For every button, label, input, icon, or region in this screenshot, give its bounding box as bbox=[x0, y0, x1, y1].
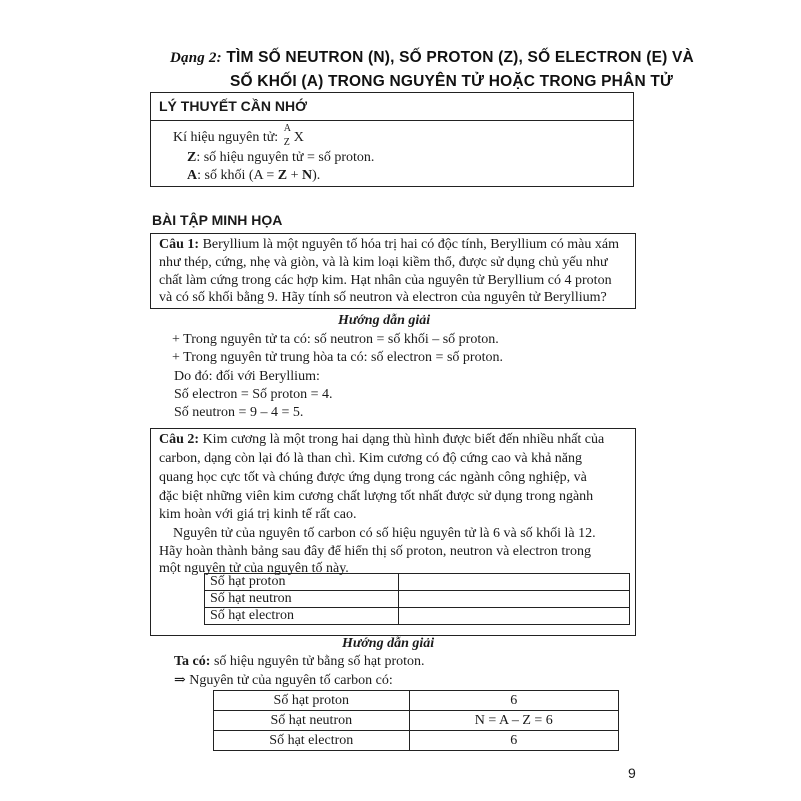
atomic-symbol: A Z bbox=[283, 123, 291, 148]
guide-2-line: Ta có: số hiệu nguyên tử bằng số hạt proton. bbox=[174, 654, 425, 669]
table-row: Số hạt proton 6 bbox=[214, 691, 619, 711]
page-number: 9 bbox=[628, 765, 636, 781]
guide-1-line: Số electron = Số proton = 4. bbox=[174, 387, 333, 402]
exercises-heading: BÀI TẬP MINH HỌA bbox=[152, 212, 283, 228]
title-line-2: SỐ KHỐI (A) TRONG NGUYÊN TỬ HOẶC TRONG PHÂN TỬ bbox=[230, 73, 674, 90]
guide-1-line: Do đó: đối với Beryllium: bbox=[174, 369, 320, 384]
guide-1-line: + Trong nguyên tử trung hòa ta có: số electron = số proton. bbox=[172, 350, 503, 365]
question-2-label: Câu 2: bbox=[159, 432, 200, 447]
table-row: Số hạt electron bbox=[205, 608, 630, 625]
guide-1-heading: Hướng dẫn giải bbox=[338, 313, 431, 328]
question-2-table bbox=[204, 573, 630, 625]
a-definition: A: số khối (A = Z + N). bbox=[187, 168, 321, 183]
theory-heading: LÝ THUYẾT CẦN NHỚ bbox=[159, 98, 308, 114]
table-row: Số hạt neutron N = A – Z = 6 bbox=[214, 711, 619, 731]
question-2-box: Câu 2: Kim cương là một trong hai dạng thù hình được biết đến nhiều nhất của carbon, dạng còn lại đó là than chì. Kim cương có độ cứng cao và khả năng quang học cực tốt và chúng được ứng dụng trong các ngành công nghiệp, và đặc biệt những viên kim cương chất lượng tốt nhất được sử dụng trong ngành kim hoàn với giá trị kinh tế rất cao. Nguyên tử của nguyên tố carbon có số hiệu nguyên tử là 6 và số khối là 12. Hãy hoàn thành bảng sau đây để hiển thị số proton, neutron và electron trong một nguyên tử của nguyên tố này. bbox=[150, 428, 636, 636]
answer-table bbox=[213, 690, 619, 751]
guide-2-line: ⇒ Nguyên tử của nguyên tố carbon có: bbox=[174, 673, 393, 688]
answer-cell bbox=[398, 591, 629, 608]
title-line-1: TÌM SỐ NEUTRON (N), SỐ PROTON (Z), SỐ ELECTRON (E) VÀ bbox=[226, 49, 694, 66]
answer-cell bbox=[398, 574, 629, 591]
answer-cell bbox=[398, 608, 629, 625]
guide-2-heading: Hướng dẫn giải bbox=[342, 636, 435, 651]
atomic-symbol-row: Kí hiệu nguyên tử: A Z X bbox=[173, 123, 304, 148]
table-row: Số hạt proton bbox=[205, 574, 630, 591]
table-row: Số hạt neutron bbox=[205, 591, 630, 608]
theory-box bbox=[150, 92, 634, 187]
question-1-label: Câu 1: bbox=[159, 237, 200, 252]
z-definition: Z: số hiệu nguyên tử = số proton. bbox=[187, 150, 375, 165]
question-1-box: Câu 1: Beryllium là một nguyên tố hóa trị hai có độc tính, Beryllium có màu xám như thép, cứng, nhẹ và giòn, và là kim loại kiềm thổ, được sử dụng chủ yếu như chất làm cứng trong các hợp kim. Hạt nhân của nguyên tử Beryllium có 4 proton và có số khối bằng 9. Hãy tính số neutron và electron của nguyên tử Beryllium? bbox=[150, 233, 636, 309]
title-type-label: Dạng 2: bbox=[170, 50, 222, 66]
table-row: Số hạt electron 6 bbox=[214, 731, 619, 751]
guide-1-line: + Trong nguyên tử ta có: số neutron = số khối – số proton. bbox=[172, 332, 499, 347]
guide-1-line: Số neutron = 9 – 4 = 5. bbox=[174, 405, 304, 420]
